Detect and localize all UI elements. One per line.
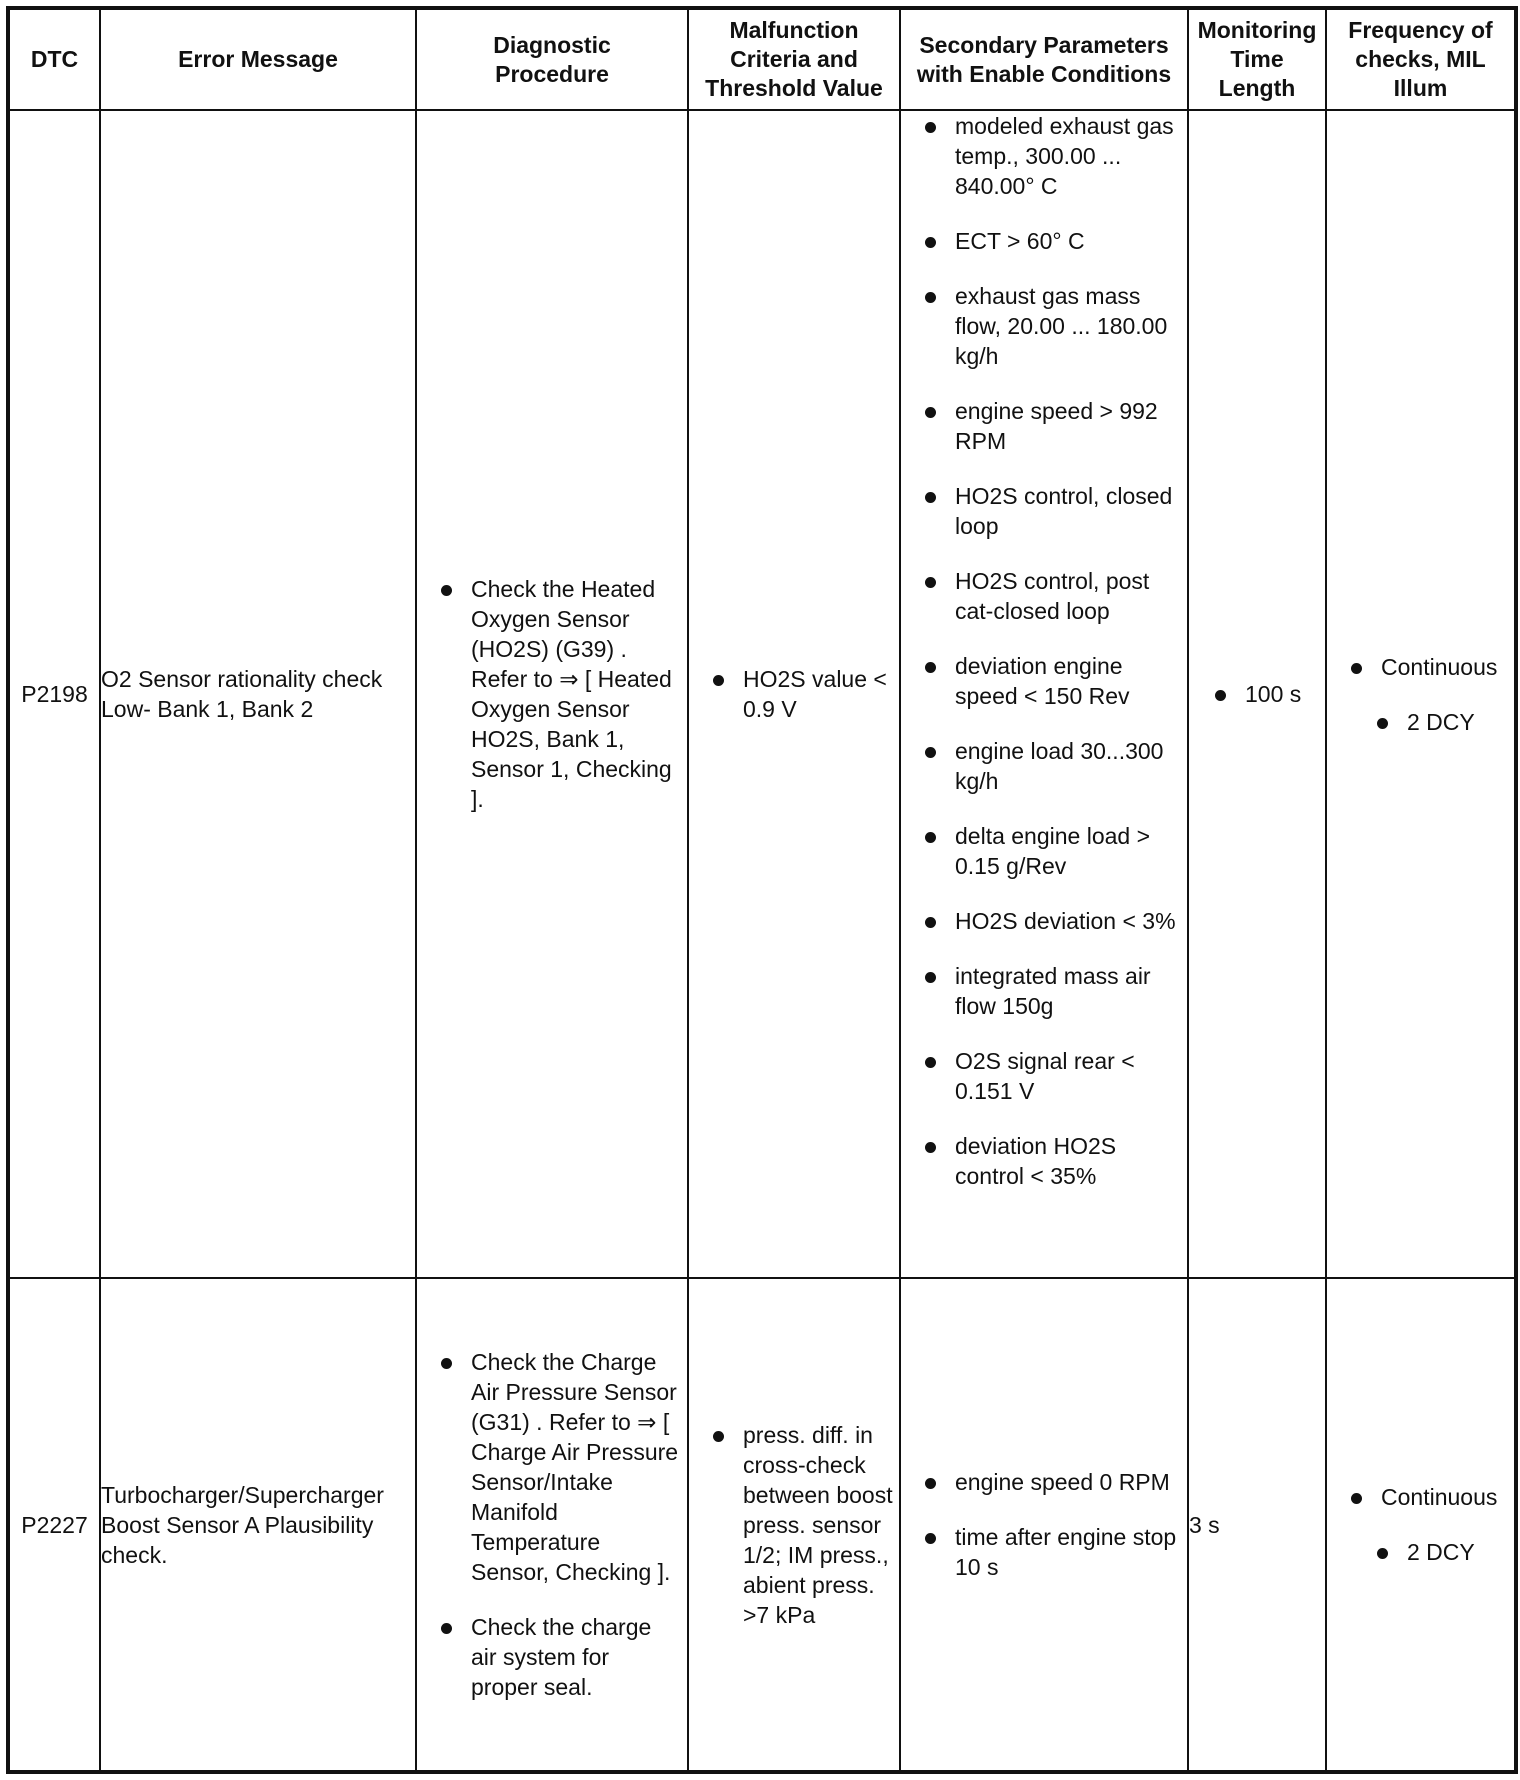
error-message: Turbocharger/Supercharger Boost Sensor A Plausibility check.	[100, 1278, 416, 1772]
malfunction-item: HO2S value < 0.9 V	[689, 664, 899, 724]
secondary-item: modeled exhaust gas temp., 300.00 ... 840.00° C	[901, 111, 1187, 201]
header-diagnostic-procedure-text: Diagnostic Procedure	[493, 31, 611, 87]
header-dtc: DTC	[8, 8, 100, 110]
secondary-item: integrated mass air flow 150g	[901, 961, 1187, 1021]
monitoring-time	[1188, 110, 1326, 1278]
frequency-item: Continuous	[1327, 1482, 1514, 1512]
malfunction-item: press. diff. in cross-check between boost press. sensor 1/2; IM press., abient press. >7 kPa	[689, 1420, 899, 1630]
secondary-item: engine speed > 992 RPM	[901, 396, 1187, 456]
secondary-item: deviation engine speed < 150 Rev	[901, 651, 1187, 711]
secondary-item: HO2S deviation < 3%	[901, 906, 1187, 936]
header-frequency: Frequency of checks, MIL Illum	[1326, 8, 1516, 110]
secondary-parameters	[900, 1278, 1188, 1772]
frequency-item: 2 DCY	[1327, 1537, 1514, 1567]
secondary-item: engine speed 0 RPM	[901, 1467, 1187, 1497]
diagnostic-procedure	[416, 1278, 688, 1772]
procedure-item: Check the Heated Oxygen Sensor (HO2S) (G39) . Refer to ⇒ [ Heated Oxygen Sensor HO2S, Bank 1, Sensor 1, Checking ].	[417, 574, 687, 814]
secondary-parameters	[900, 110, 1188, 1278]
table-row	[8, 1278, 1516, 1772]
procedure-item: Check the charge air system for proper seal.	[417, 1612, 687, 1702]
secondary-item: HO2S control, post cat-closed loop	[901, 566, 1187, 626]
dtc-code: P2227	[8, 1278, 100, 1772]
table-row	[8, 110, 1516, 1278]
malfunction-criteria	[688, 1278, 900, 1772]
secondary-item: ECT > 60° C	[901, 226, 1187, 256]
procedure-item: Check the Charge Air Pressure Sensor (G31) . Refer to ⇒ [ Charge Air Pressure Sensor/Intake Manifold Temperature Sensor, Checking ].	[417, 1347, 687, 1587]
frequency-item: 2 DCY	[1327, 707, 1514, 737]
error-message: O2 Sensor rationality check Low- Bank 1, Bank 2	[100, 110, 416, 1278]
header-error-message: Error Message	[100, 8, 416, 110]
header-diagnostic-procedure	[416, 8, 688, 110]
secondary-item: deviation HO2S control < 35%	[901, 1131, 1187, 1191]
frequency-checks	[1326, 1278, 1516, 1772]
secondary-item: engine load 30...300 kg/h	[901, 736, 1187, 796]
secondary-item: delta engine load > 0.15 g/Rev	[901, 821, 1187, 881]
dtc-table	[6, 6, 1518, 1774]
dtc-code: P2198	[8, 110, 100, 1278]
header-malfunction: Malfunction Criteria and Threshold Value	[688, 8, 900, 110]
header-secondary: Secondary Parameters with Enable Conditions	[900, 8, 1188, 110]
monitoring-time: 3 s	[1188, 1278, 1326, 1772]
secondary-item: HO2S control, closed loop	[901, 481, 1187, 541]
malfunction-criteria	[688, 110, 900, 1278]
header-row	[8, 8, 1516, 110]
secondary-item: O2S signal rear < 0.151 V	[901, 1046, 1187, 1106]
header-monitoring: Monitoring Time Length	[1188, 8, 1326, 110]
diagnostic-procedure	[416, 110, 688, 1278]
monitoring-item: 100 s	[1189, 679, 1325, 709]
secondary-item: exhaust gas mass flow, 20.00 ... 180.00 kg/h	[901, 281, 1187, 371]
frequency-item: Continuous	[1327, 652, 1514, 682]
secondary-item: time after engine stop 10 s	[901, 1522, 1187, 1582]
frequency-checks	[1326, 110, 1516, 1278]
